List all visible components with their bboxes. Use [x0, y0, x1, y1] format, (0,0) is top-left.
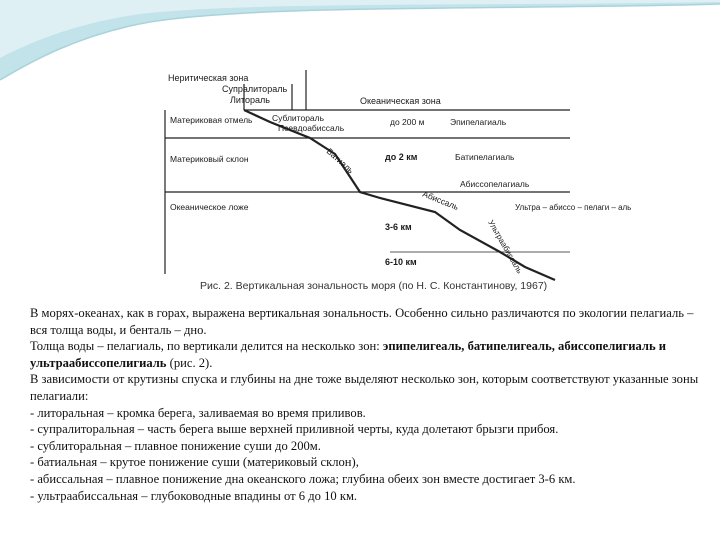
- label-bathypelagial: Батипелагиаль: [455, 152, 515, 162]
- label-abyssal: Абиссаль: [421, 188, 461, 213]
- list-item: - батиальная – крутое понижение суши (материковый склон),: [30, 455, 359, 470]
- label-depth-3-6km: 3-6 км: [385, 222, 412, 232]
- paragraph-bottom-zones: В зависимости от крутизны спуска и глубины на дне тоже выделяют несколько зон, которым соответствуют указанные зоны пелагиали:: [30, 372, 699, 403]
- label-supralittoral: Супралитораль: [222, 84, 288, 94]
- zonation-diagram: [160, 62, 632, 292]
- label-abyssopelagial: Абиссопелагиаль: [460, 179, 530, 189]
- list-item: - сублиторальная – плавное понижение суши до 200м.: [30, 438, 321, 453]
- figure-caption: Рис. 2. Вертикальная зональность моря (по Н. С. Константинову, 1967): [200, 280, 548, 292]
- label-ultra-pelagial: Ультра – абиссо – пелаги – аль: [515, 203, 632, 212]
- list-item: - ультраабиссальная – глубоководные впадины от 6 до 10 км.: [30, 488, 358, 503]
- label-ultraabyssal: Ультраабиссаль: [486, 218, 525, 276]
- label-slope: Материковый склон: [170, 154, 249, 164]
- label-ocean-floor: Океаническое ложе: [170, 202, 249, 212]
- label-sublittoral: Сублитораль: [272, 113, 325, 123]
- label-depth-200m: до 200 м: [390, 117, 425, 127]
- label-depth-6-10km: 6-10 км: [385, 257, 417, 267]
- list-item: - абиссальная – плавное понижение дна океанского ложа; глубина обеих зон вместе достигает 3-6 км.: [30, 471, 576, 486]
- label-depth-2km: до 2 км: [385, 152, 418, 162]
- paragraph-pelagial: Толща воды – пелагиаль, по вертикали делится на несколько зон: эпипелигеаль, батипелигеаль, абиссопелигиаль и ультраабиссопелигиаль (рис. 2).: [30, 339, 667, 370]
- list-item: - литоральная – кромка берега, заливаемая во время приливов.: [30, 405, 366, 420]
- label-shelf: Материковая отмель: [170, 115, 253, 125]
- paragraph-intro: В морях-океанах, как в горах, выражена вертикальная зональность. Особенно сильно различаются по экологии пелагиаль – вся толща воды, и бенталь – дно.: [30, 306, 694, 337]
- vertical-zonation-figure: [160, 62, 632, 292]
- list-item: - супралиторальная – часть берега выше верхней приливной черты, куда долетают брызги прибоя.: [30, 422, 559, 437]
- label-neritic-zone: Неритическая зона: [168, 73, 249, 83]
- body-text: [30, 305, 700, 504]
- label-oceanic-zone: Океаническая зона: [360, 96, 441, 106]
- label-bathyal: Батиаль: [324, 146, 356, 176]
- label-littoral: Литораль: [230, 95, 270, 105]
- label-pseudoabyssal: Псевдоабиссаль: [278, 123, 345, 133]
- label-epipelagial: Эпипелагиаль: [450, 117, 507, 127]
